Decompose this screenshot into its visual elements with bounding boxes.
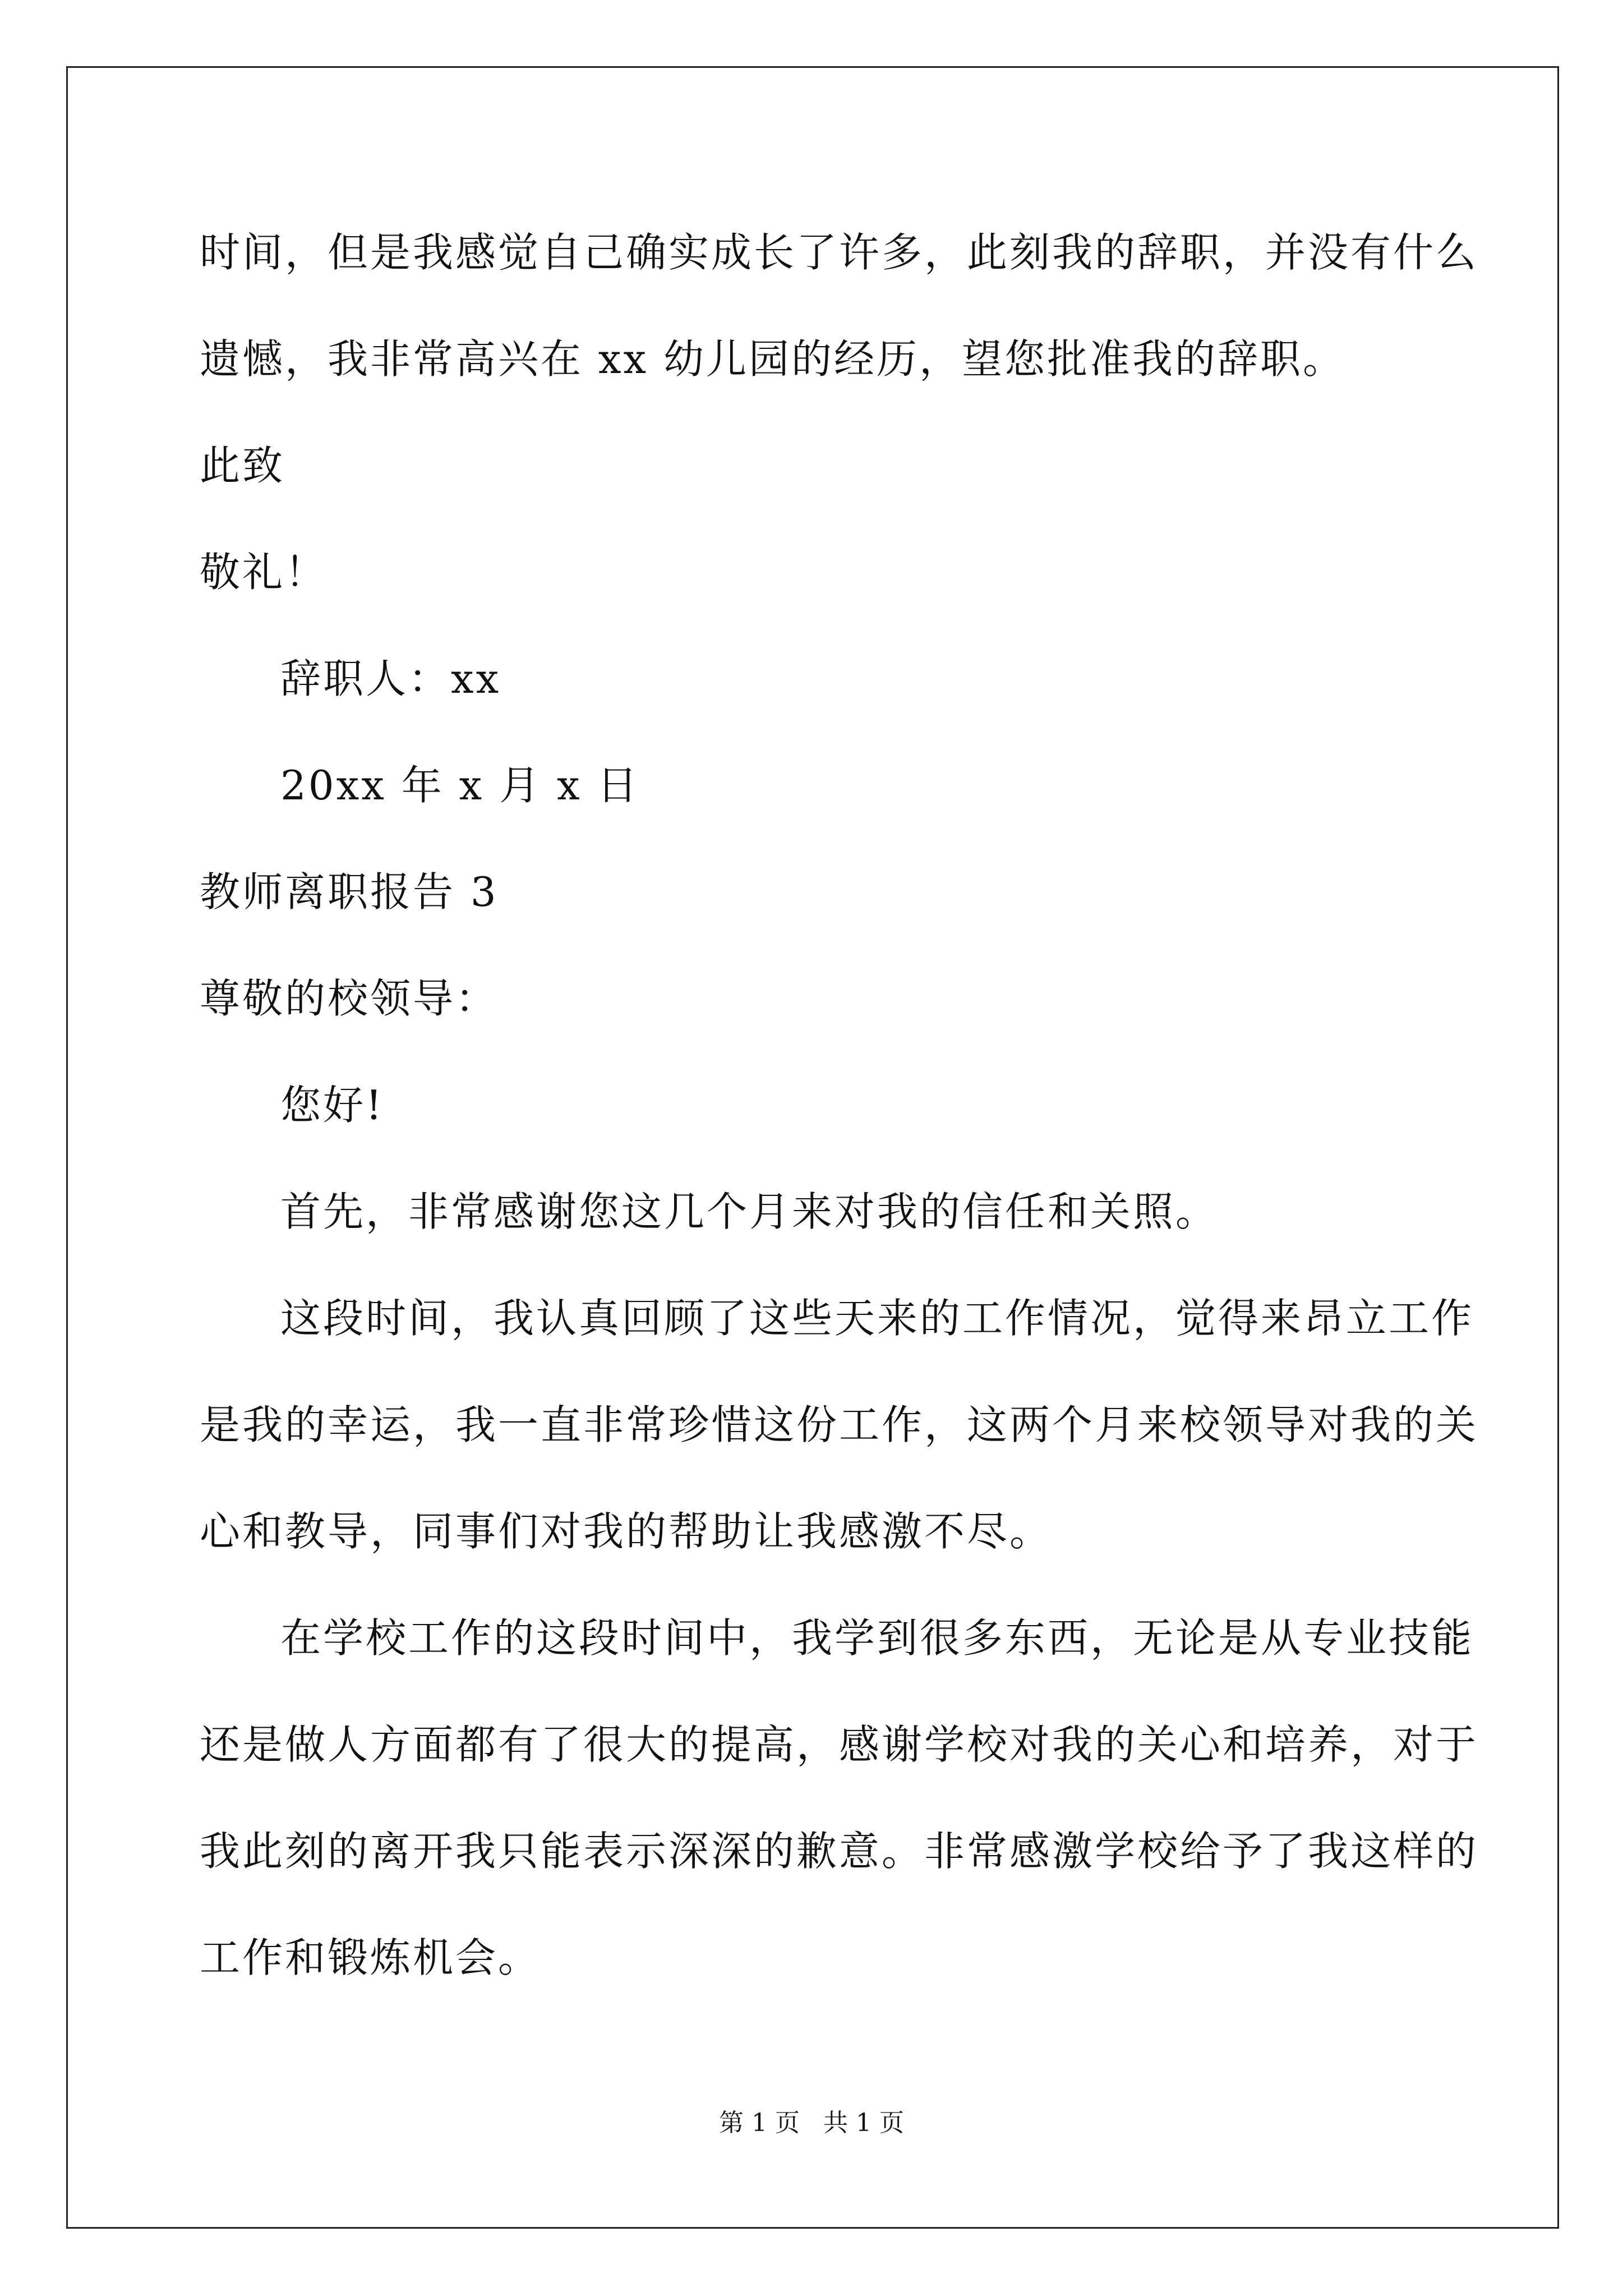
closing-regards: 敬礼！	[200, 549, 328, 596]
paragraph-line: 是我的幸运，我一直非常珍惜这份工作，这两个月来校领导对我的关	[200, 1401, 1479, 1448]
paragraph-line: 我此刻的离开我只能表示深深的歉意。非常感激学校给予了我这样的	[200, 1828, 1479, 1875]
closing-salutation: 此致	[200, 442, 285, 489]
section-title: 教师离职报告 3	[200, 868, 499, 915]
page-footer: 第 1 页 共 1 页	[719, 2109, 904, 2137]
signature-name: 辞职人：xx	[280, 655, 501, 702]
paragraph-line: 在学校工作的这段时间中，我学到很多东西，无论是从专业技能	[280, 1614, 1474, 1662]
paragraph-line: 首先，非常感谢您这几个月来对我的信任和关照。	[280, 1188, 1219, 1235]
signature-date: 20xx 年 x 月 x 日	[280, 762, 640, 809]
greeting: 您好!	[280, 1082, 384, 1129]
paragraph-line: 时间，但是我感觉自己确实成长了许多，此刻我的辞职，并没有什么	[200, 229, 1479, 276]
paragraph-line: 心和教导，同事们对我的帮助让我感激不尽。	[200, 1508, 1053, 1555]
paragraph-line: 还是做人方面都有了很大的提高，感谢学校对我的关心和培养，对于	[200, 1721, 1479, 1768]
paragraph-line: 遗憾，我非常高兴在 xx 幼儿园的经历，望您批准我的辞职。	[200, 335, 1345, 383]
paragraph-line: 工作和锻炼机会。	[200, 1934, 541, 1981]
page-border	[66, 66, 1559, 2229]
greeting-recipient: 尊敬的校领导：	[200, 975, 499, 1022]
paragraph-line: 这段时间，我认真回顾了这些天来的工作情况，觉得来昂立工作	[280, 1295, 1474, 1342]
